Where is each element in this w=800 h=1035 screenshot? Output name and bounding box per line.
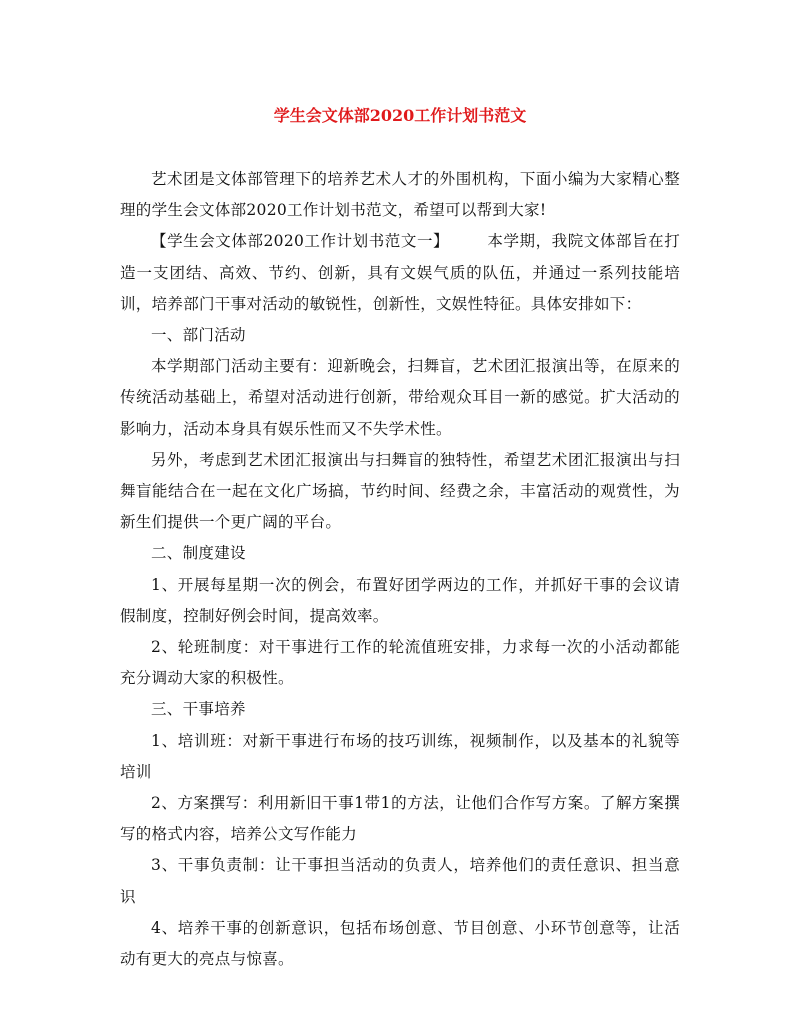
paragraph-activities-extra: 另外，考虑到艺术团汇报演出与扫舞盲的独特性，希望艺术团汇报演出与扫舞盲能结合在一起在文化广场搞，节约时间、经费之余，丰富活动的观赏性，为新生们提供一个更广阔的平台。 — [120, 450, 680, 532]
paragraph-shift-system: 2、轮班制度：对干事进行工作的轮流值班安排，力求每一次的小活动都能充分调动大家的积极性。 — [120, 638, 680, 688]
intro-paragraph: 艺术团是文体部管理下的培养艺术人才的外围机构，下面小编为大家精心整理的学生会文体部2020工作计划书范文，希望可以帮到大家! — [120, 170, 680, 220]
paragraph-weekly-meeting: 1、开展每星期一次的例会，布置好团学两边的工作，并抓好干事的会议请假制度，控制好例会时间，提高效率。 — [120, 575, 680, 625]
paragraph-activities: 本学期部门活动主要有：迎新晚会，扫舞盲，艺术团汇报演出等，在原来的传统活动基础上，希望对活动进行创新，带给观众耳目一新的感觉。扩大活动的影响力，活动本身具有娱乐性而又不失学术性。 — [120, 357, 680, 438]
paragraph-responsibility: 3、干事负责制：让干事担当活动的负责人，培养他们的责任意识、担当意识 — [120, 856, 680, 906]
section-intro-text: 本学期，我院文体部旨在打造一支团结、高效、节约、创新，具有文娱气质的队伍，并通过一系列技能培训，培养部门干事对活动的敏锐性，创新性，文娱性特征。具体安排如下： — [120, 232, 680, 313]
section-heading-paragraph — [120, 226, 680, 320]
document-body — [120, 164, 680, 975]
paragraph-training-class: 1、培训班：对新干事进行布场的技巧训练，视频制作，以及基本的礼貌等培训 — [120, 731, 680, 781]
heading-staff-training: 三、干事培养 — [151, 700, 246, 719]
heading-system-building: 二、制度建设 — [151, 544, 246, 563]
document-title: 学生会文体部2020工作计划书范文 — [273, 106, 527, 125]
heading-department-activities: 一、部门活动 — [151, 326, 246, 345]
paragraph-innovation: 4、培养干事的创新意识，包括布场创意、节目创意、小环节创意等，让活动有更大的亮点与惊喜。 — [120, 918, 680, 969]
section-heading: 【学生会文体部2020工作计划书范文一】 — [151, 232, 450, 251]
paragraph-proposal-writing: 2、方案撰写：利用新旧干事1带1的方法，让他们合作写方案。了解方案撰写的格式内容，培养公文写作能力 — [120, 794, 680, 844]
